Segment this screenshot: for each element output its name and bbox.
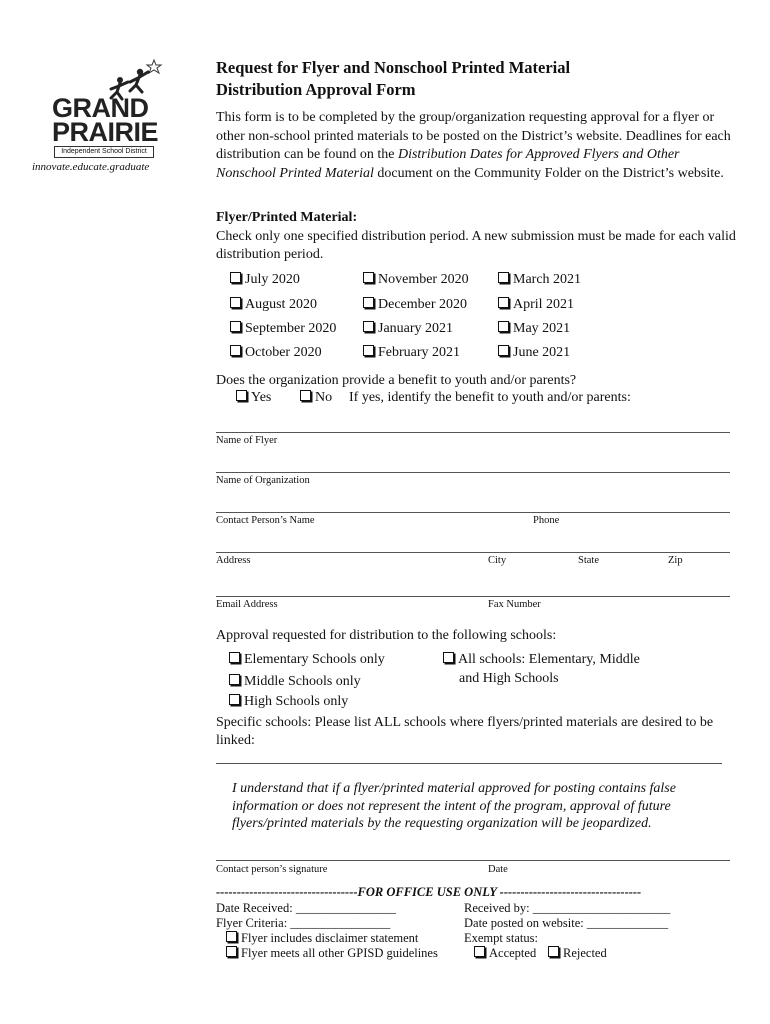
exempt-status-label: Exempt status: bbox=[464, 931, 538, 945]
period-label: September 2020 bbox=[245, 321, 337, 336]
checkbox-box bbox=[230, 272, 241, 283]
checkbox-box bbox=[229, 674, 240, 685]
checkbox-box bbox=[363, 272, 374, 283]
disclaimer-statement: I understand that if a flyer/printed material approved for posting contains false information or does not represent the intent of the program, approval of future flyers/printed materials by the requesting organization will be jeopardized. bbox=[232, 781, 676, 831]
checkbox-box bbox=[300, 390, 311, 401]
flyer-criteria-field[interactable]: Flyer Criteria: ________________ bbox=[216, 916, 391, 930]
contact-name-label: Contact Person’s Name bbox=[216, 515, 315, 526]
accepted-checkbox[interactable] bbox=[474, 946, 536, 961]
middle-label: Middle Schools only bbox=[244, 674, 361, 689]
fax-label: Fax Number bbox=[488, 599, 541, 610]
benefit-yes-checkbox[interactable] bbox=[236, 390, 271, 406]
period-checkbox[interactable] bbox=[498, 297, 574, 313]
intro-emphasis: Distribution Dates for Approved Flyers and Other Nonschool Printed Material bbox=[216, 147, 680, 181]
period-checkbox[interactable] bbox=[230, 345, 322, 361]
flyer-instructions: Check only one specified distribution period. A new submission must be made for each valid distribution period. bbox=[216, 229, 736, 262]
middle-checkbox[interactable] bbox=[229, 674, 361, 690]
benefit-yes-label: Yes bbox=[251, 390, 272, 405]
address-field[interactable] bbox=[216, 552, 730, 553]
intro-text-2: document on the Community Folder on the District’s website. bbox=[373, 165, 724, 181]
period-checkbox[interactable] bbox=[230, 272, 300, 288]
checkbox-box bbox=[498, 321, 509, 332]
logo-district: Independent School District bbox=[54, 146, 154, 158]
checkbox-box bbox=[230, 297, 241, 308]
period-label: March 2021 bbox=[513, 272, 582, 287]
period-label: July 2020 bbox=[245, 272, 300, 287]
city-label: City bbox=[488, 555, 507, 566]
elementary-checkbox[interactable] bbox=[229, 652, 385, 668]
period-label: December 2020 bbox=[378, 297, 468, 312]
office-use-banner-text: ----------------------------------FOR OFFICE USE ONLY ---------------------------------- bbox=[216, 885, 642, 899]
period-label: June 2021 bbox=[513, 345, 571, 360]
checkbox-box bbox=[443, 652, 454, 663]
phone-label: Phone bbox=[533, 515, 560, 526]
rejected-checkbox[interactable] bbox=[548, 946, 607, 961]
period-label: February 2021 bbox=[378, 345, 461, 360]
logo-prairie: PRAIRIE bbox=[52, 117, 159, 147]
period-checkbox[interactable] bbox=[498, 272, 581, 288]
period-checkbox[interactable] bbox=[363, 272, 469, 288]
name-of-organization-field[interactable] bbox=[216, 472, 730, 473]
period-checkbox[interactable] bbox=[363, 321, 453, 337]
email-label: Email Address bbox=[216, 599, 278, 610]
zip-label: Zip bbox=[668, 555, 683, 566]
checkbox-box bbox=[226, 931, 237, 942]
specific-schools-field[interactable] bbox=[216, 763, 722, 764]
period-label: August 2020 bbox=[245, 297, 317, 312]
rejected-label: Rejected bbox=[563, 946, 607, 960]
accepted-label: Accepted bbox=[489, 946, 537, 960]
period-label: May 2021 bbox=[513, 321, 571, 336]
checkbox-box bbox=[229, 694, 240, 705]
district-logo bbox=[28, 58, 176, 178]
checkbox-box bbox=[363, 321, 374, 332]
signature-label: Contact person’s signature bbox=[216, 864, 328, 875]
period-label: November 2020 bbox=[378, 272, 469, 287]
email-field[interactable] bbox=[216, 596, 730, 597]
intro-text-1: This form is to be completed by the group/organization requesting approval for a flyer or other non-school printed materials to be posted on the District’s website. Deadlines for each distribution can be found on the bbox=[216, 110, 731, 162]
name-of-organization-label: Name of Organization bbox=[216, 475, 310, 486]
checkbox-box bbox=[363, 345, 374, 356]
checkbox-box bbox=[226, 946, 237, 957]
period-label: October 2020 bbox=[245, 345, 322, 360]
specific-schools-label: Specific schools: Please list ALL schools where flyers/printed materials are desired to be linked: bbox=[216, 715, 714, 748]
checkbox-box bbox=[230, 345, 241, 356]
disclaimer-checkbox-label: Flyer includes disclaimer statement bbox=[241, 931, 419, 945]
period-checkbox[interactable] bbox=[230, 297, 317, 313]
intro-paragraph bbox=[216, 109, 736, 183]
checkbox-box bbox=[363, 297, 374, 308]
checkbox-box bbox=[498, 272, 509, 283]
checkbox-box bbox=[548, 946, 559, 957]
form-title-line2: Distribution Approval Form bbox=[216, 80, 416, 99]
period-checkbox[interactable] bbox=[363, 297, 467, 313]
checkbox-box bbox=[229, 652, 240, 663]
flyer-section-heading: Flyer/Printed Material: bbox=[216, 210, 358, 225]
signature-date-label: Date bbox=[488, 864, 508, 875]
logo-tagline: innovate.educate.graduate bbox=[32, 161, 150, 173]
disclaimer-checkbox[interactable] bbox=[226, 931, 418, 946]
benefit-followup: If yes, identify the benefit to youth and/or parents: bbox=[349, 390, 631, 405]
elementary-label: Elementary Schools only bbox=[244, 652, 385, 667]
high-checkbox[interactable] bbox=[229, 694, 348, 710]
logo-grand: GRAND bbox=[52, 93, 149, 123]
benefit-no-checkbox[interactable] bbox=[300, 390, 332, 406]
date-posted-field[interactable]: Date posted on website: _____________ bbox=[464, 916, 669, 930]
address-label: Address bbox=[216, 555, 251, 566]
form-title-line1: Request for Flyer and Nonschool Printed Material bbox=[216, 58, 571, 77]
period-checkbox[interactable] bbox=[498, 321, 570, 337]
contact-name-field[interactable] bbox=[216, 512, 730, 513]
checkbox-box bbox=[236, 390, 247, 401]
office-use-banner bbox=[216, 885, 641, 900]
name-of-flyer-label: Name of Flyer bbox=[216, 435, 278, 446]
benefit-question: Does the organization provide a benefit to youth and/or parents? bbox=[216, 373, 577, 388]
checkbox-box bbox=[498, 345, 509, 356]
name-of-flyer-field[interactable] bbox=[216, 432, 730, 433]
state-label: State bbox=[578, 555, 599, 566]
guidelines-checkbox-label: Flyer meets all other GPISD guidelines bbox=[241, 946, 438, 960]
checkbox-box bbox=[474, 946, 485, 957]
all-schools-label-1: All schools: Elementary, Middle bbox=[458, 652, 640, 667]
received-by-field[interactable]: Received by: ______________________ bbox=[464, 901, 671, 915]
period-label: April 2021 bbox=[513, 297, 575, 312]
all-schools-checkbox[interactable] bbox=[443, 652, 640, 668]
checkbox-box bbox=[230, 321, 241, 332]
high-label: High Schools only bbox=[244, 694, 349, 709]
date-received-field[interactable]: Date Received: ________________ bbox=[216, 901, 396, 915]
period-checkbox[interactable] bbox=[498, 345, 570, 361]
guidelines-checkbox[interactable] bbox=[226, 946, 438, 961]
period-checkbox[interactable] bbox=[363, 345, 460, 361]
period-label: January 2021 bbox=[378, 321, 454, 336]
checkbox-box bbox=[498, 297, 509, 308]
all-schools-label-2: and High Schools bbox=[459, 671, 559, 686]
period-checkbox[interactable] bbox=[230, 321, 336, 337]
form-title bbox=[216, 57, 570, 101]
signature-field[interactable] bbox=[216, 860, 730, 861]
approval-heading: Approval requested for distribution to the following schools: bbox=[216, 628, 557, 643]
benefit-no-label: No bbox=[315, 390, 333, 405]
